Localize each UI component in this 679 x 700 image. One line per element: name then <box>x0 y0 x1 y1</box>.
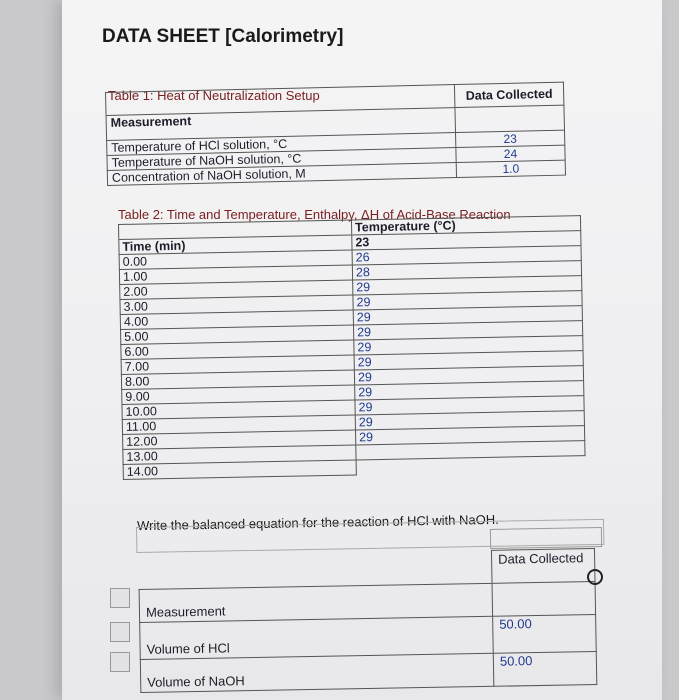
page-title: DATA SHEET [Calorimetry] <box>102 26 344 47</box>
temp-cell[interactable]: 29 <box>353 291 582 310</box>
row-checkbox[interactable] <box>110 588 130 608</box>
volume-table <box>138 548 597 692</box>
table1-row-label: Temperature of NaOH solution, °C <box>107 148 456 171</box>
temp-cell[interactable]: 29 <box>355 411 584 430</box>
table3-row-label: Volume of HCl <box>140 616 494 659</box>
time-cell: 2.00 <box>120 280 353 299</box>
row-checkbox[interactable] <box>110 652 130 672</box>
equation-prompt: Write the balanced equation for the reaction of HCl with NaOH. <box>136 511 499 534</box>
time-cell: 9.00 <box>122 385 355 404</box>
temp-cell[interactable]: 23 <box>352 231 581 250</box>
temp-cell[interactable]: 29 <box>354 336 583 355</box>
temp-cell[interactable]: 29 <box>355 396 584 415</box>
time-cell: 8.00 <box>121 370 354 389</box>
temp-cell[interactable]: 29 <box>354 351 583 370</box>
temp-cell[interactable]: 28 <box>352 261 581 280</box>
temp-cell[interactable]: 29 <box>353 321 582 340</box>
time-cell: 7.00 <box>121 355 354 374</box>
time-cell: 1.00 <box>119 265 352 284</box>
table1-row-value[interactable]: 23 <box>456 130 565 147</box>
circle-marker-icon <box>587 569 603 585</box>
time-cell: 13.00 <box>123 445 356 464</box>
table1-data-header: Data Collected <box>454 82 563 107</box>
table1-caption: Table 1: Heat of Neutralization Setup <box>108 88 320 103</box>
row-checkbox[interactable] <box>110 622 130 642</box>
table1-measurement-header: Measurement <box>106 108 455 141</box>
time-cell: 10.00 <box>122 400 355 419</box>
table3-row-label: Volume of NaOH <box>140 653 494 692</box>
temp-cell[interactable]: 26 <box>352 246 581 265</box>
time-cell: 12.00 <box>123 430 356 449</box>
table3-row-value[interactable]: 50.00 <box>493 614 597 653</box>
time-temperature-table <box>118 215 586 480</box>
time-cell: 0.00 <box>119 250 352 269</box>
table1-row-label: Temperature of HCl solution, °C <box>107 133 456 156</box>
temperature-header: Temperature (°C) <box>351 216 580 235</box>
table1-row-value[interactable]: 24 <box>456 145 565 162</box>
table1-row-value[interactable]: 1.0 <box>456 160 565 177</box>
time-header: Time (min) <box>119 235 352 254</box>
time-cell: 11.00 <box>122 415 355 434</box>
time-cell: 4.00 <box>120 310 353 329</box>
temp-cell[interactable]: 29 <box>353 306 582 325</box>
setup-table <box>105 82 566 186</box>
time-cell: 6.00 <box>121 340 354 359</box>
time-cell: 5.00 <box>121 325 354 344</box>
table1-row-label: Concentration of NaOH solution, M <box>107 163 456 186</box>
temp-cell[interactable]: 29 <box>355 426 584 445</box>
equation-answer-subfield[interactable] <box>490 527 602 549</box>
temp-cell[interactable]: 29 <box>355 381 584 400</box>
time-cell: 14.00 <box>123 460 356 479</box>
time-cell: 3.00 <box>120 295 353 314</box>
temp-cell[interactable]: 29 <box>353 276 582 295</box>
temp-cell[interactable]: 29 <box>354 366 583 385</box>
table3-measurement-header: Measurement <box>139 583 493 622</box>
table2-caption: Table 2: Time and Temperature, Enthalpy, ΔH of Acid-Base Reaction <box>118 207 511 222</box>
table3-data-header: Data Collected <box>491 549 595 583</box>
table3-row-value[interactable]: 50.00 <box>493 651 597 686</box>
